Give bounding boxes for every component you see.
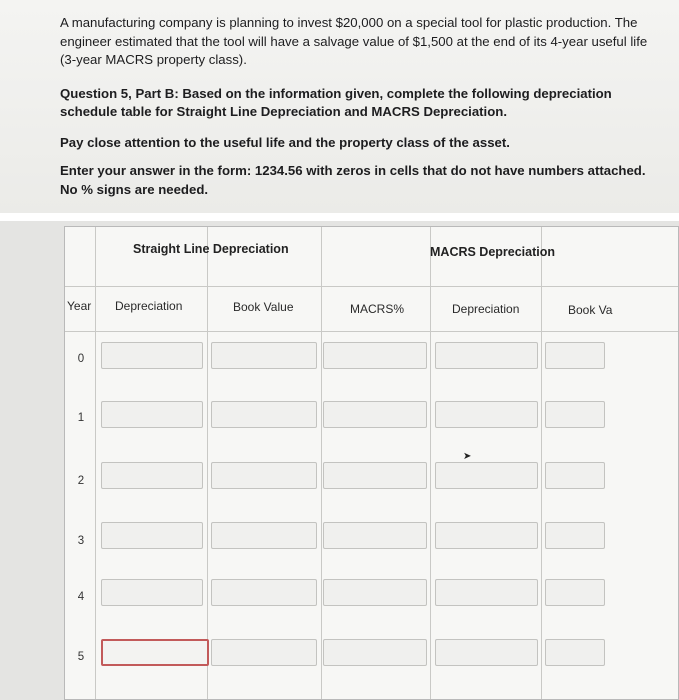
sl-book-value-input-year-1[interactable] <box>211 401 317 428</box>
macrs-depreciation-column-header: Depreciation <box>452 302 520 316</box>
year-label: 0 <box>77 353 85 365</box>
grid-line <box>207 227 208 699</box>
problem-text <box>60 14 660 199</box>
sl-depreciation-column-header: Depreciation <box>115 299 183 313</box>
year-label: 4 <box>77 591 85 603</box>
sl-book-value-column-header: Book Value <box>233 300 294 314</box>
sl-book-value-input-year-2[interactable] <box>211 462 317 489</box>
macrs-percent-input-year-5[interactable] <box>323 639 427 666</box>
grid-line <box>95 227 96 699</box>
depreciation-table-panel <box>0 221 679 700</box>
year-label: 1 <box>77 412 85 424</box>
mouse-cursor-icon: ➤ <box>463 451 472 462</box>
sl-book-value-input-year-4[interactable] <box>211 579 317 606</box>
macrs-book-value-input-year-1[interactable] <box>545 401 605 428</box>
sl-depreciation-input-year-4[interactable] <box>101 579 203 606</box>
panel-divider <box>0 213 679 221</box>
macrs-header: MACRS Depreciation <box>430 245 556 259</box>
year-label: 3 <box>77 535 85 547</box>
answer-format-instruction: Enter your answer in the form: 1234.56 with zeros in cells that do not have numbers attached. No % signs are needed. <box>60 163 646 197</box>
sl-depreciation-input-year-3[interactable] <box>101 522 203 549</box>
sl-depreciation-input-year-1[interactable] <box>101 401 203 428</box>
macrs-depreciation-input-year-5[interactable] <box>435 639 538 666</box>
macrs-percent-input-year-4[interactable] <box>323 579 427 606</box>
macrs-book-value-input-year-3[interactable] <box>545 522 605 549</box>
macrs-percent-column-header: MACRS% <box>350 302 405 316</box>
macrs-depreciation-input-year-1[interactable] <box>435 401 538 428</box>
depreciation-schedule-table <box>64 226 679 700</box>
macrs-book-value-input-year-2[interactable] <box>545 462 605 489</box>
grid-line <box>321 227 322 699</box>
macrs-depreciation-input-year-4[interactable] <box>435 579 538 606</box>
sl-book-value-input-year-3[interactable] <box>211 522 317 549</box>
question-heading: Question 5, Part B: Based on the information given, complete the following depreciation schedule table for Straight Line Depreciation and MACRS Depreciation. <box>60 85 612 119</box>
macrs-book-value-input-year-5[interactable] <box>545 639 605 666</box>
macrs-percent-input-year-0[interactable] <box>323 342 427 369</box>
straight-line-header: Straight Line Depreciation <box>133 242 289 256</box>
sl-book-value-input-year-0[interactable] <box>211 342 317 369</box>
grid-line <box>65 286 678 287</box>
year-column-header: Year <box>67 299 92 313</box>
macrs-book-value-input-year-4[interactable] <box>545 579 605 606</box>
sl-book-value-input-year-5[interactable] <box>211 639 317 666</box>
macrs-depreciation-input-year-2[interactable] <box>435 462 538 489</box>
attention-note: Pay close attention to the useful life and the property class of the asset. <box>60 134 510 150</box>
macrs-depreciation-input-year-0[interactable] <box>435 342 538 369</box>
grid-line <box>541 227 542 699</box>
grid-line <box>430 227 431 699</box>
sl-depreciation-input-year-0[interactable] <box>101 342 203 369</box>
problem-intro: A manufacturing company is planning to invest $20,000 on a special tool for plastic production. The engineer estimated that the tool will have a salvage value of $1,500 at the end of its 4-year useful life (3-year MACRS property class). <box>60 15 648 67</box>
macrs-book-value-column-header: Book Va <box>568 303 613 317</box>
macrs-percent-input-year-2[interactable] <box>323 462 427 489</box>
grid-line <box>65 331 678 332</box>
macrs-percent-input-year-1[interactable] <box>323 401 427 428</box>
macrs-depreciation-input-year-3[interactable] <box>435 522 538 549</box>
problem-statement-panel <box>0 0 679 213</box>
macrs-book-value-input-year-0[interactable] <box>545 342 605 369</box>
year-label: 2 <box>77 475 85 487</box>
macrs-percent-input-year-3[interactable] <box>323 522 427 549</box>
sl-depreciation-input-year-5[interactable] <box>101 639 209 666</box>
year-label: 5 <box>77 651 85 663</box>
sl-depreciation-input-year-2[interactable] <box>101 462 203 489</box>
